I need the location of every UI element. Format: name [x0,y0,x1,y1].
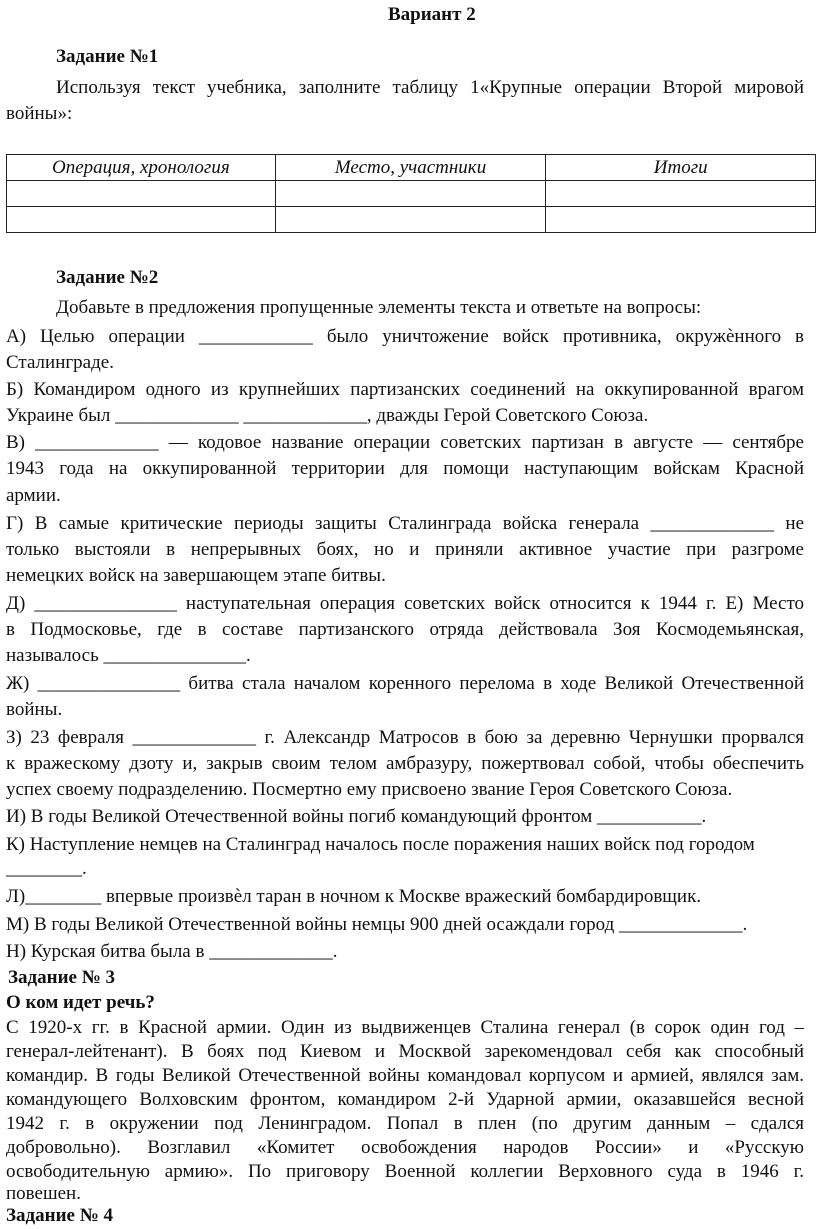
task2-line: И) В годы Великой Отечественной войны погиб командующий фронтом ___________. [6,806,707,827]
task2-line: немецких войск на завершающем этапе битвы. [6,565,386,586]
task2-line: 1943 года на оккупированной территории для помощи наступающим войскам Красной [6,458,804,479]
table-cell[interactable] [7,207,276,233]
task4-title: Задание № 4 [6,1205,114,1226]
task2-line: М) В годы Великой Отечественной войны немцы 900 дней осаждали город _____________. [6,914,748,935]
task2-line: войны. [6,699,63,720]
task2-line: Д) _______________ наступательная операция советских войск относится к 1944 г. Е) Место [6,593,804,614]
task2-line: Ж) _______________ битва стала началом коренного перелома в ходе Великой Отечественной [6,673,804,694]
task3-line: С 1920-х гг. в Красной армии. Один из выдвиженцев Сталина генерал (в сорок один год – [6,1017,804,1038]
task3-line: генерал-лейтенант). В боях под Киевом и Москвой зарекомендовал себя как способный [6,1041,804,1062]
task2-title: Задание №2 [56,267,159,288]
task2-intro: Добавьте в предложения пропущенные элементы текста и ответьте на вопросы: [56,297,702,318]
task3-line: освободительную армию». По приговору Военной коллегии Верховного суда в 1946 г. [6,1161,804,1182]
task2-line: К) Наступление немцев на Сталинград началось после поражения наших войск под городом [6,834,755,855]
task2-line: ________. [6,858,87,879]
table-cell[interactable] [7,181,276,207]
task2-line: к вражескому дзоту и, закрыв своим телом амбразуру, пожертвовал собой, чтобы обеспечить [6,753,804,774]
task2-line: Украине был _____________ _____________, дважды Герой Советского Союза. [6,405,649,426]
table-header-operation: Операция, хронология [7,155,276,181]
task3-line: повешен. [6,1183,81,1204]
task2-line: в Подмосковье, где в составе партизанского отряда действовала Зоя Космодемьянская, [6,619,804,640]
table-cell[interactable] [546,207,816,233]
table-header-results: Итоги [546,155,816,181]
task2-line: называлось _______________. [6,645,251,666]
task2-line: Сталинграде. [6,352,114,373]
table-cell[interactable] [275,207,546,233]
task2-line: З) 23 февраля _____________ г. Александр Матросов в бою за деревню Чернушки прорвался [6,727,804,748]
variant-title: Вариант 2 [388,4,476,25]
task2-line: только выстояли в непрерывных боях, но и приняли активное участие при разгроме [6,539,804,560]
table-header-row [7,155,816,181]
task2-line: А) Целью операции ____________ было уничтожение войск противника, окружѐнного в [6,326,804,347]
table-row [7,181,816,207]
table-header-place: Место, участники [275,155,546,181]
task2-line: Б) Командиром одного из крупнейших партизанских соединений на оккупированной врагом [6,379,804,400]
table-cell[interactable] [275,181,546,207]
task2-line: Г) В самые критические периоды защиты Сталинграда войска генерала _____________ не [6,513,804,534]
task2-line: армии. [6,485,61,506]
task1-title: Задание №1 [56,46,159,67]
operations-table [6,154,816,233]
task1-text-line1: Используя текст учебника, заполните таблицу 1«Крупные операции Второй мировой [56,77,804,98]
task3-line: добровольно). Возглавил «Комитет освобождения народов России» и «Русскую [6,1137,804,1158]
task3-question: О ком идет речь? [6,992,155,1013]
task2-line: успех своему подразделению. Посмертно ему присвоено звание Героя Советского Союза. [6,779,733,800]
table-row [7,207,816,233]
task3-line: 1942 г. в окружении под Ленинградом. Попал в плен (по другим данным – сдался [6,1113,804,1134]
table-cell[interactable] [546,181,816,207]
task3-title: Задание № 3 [8,967,116,988]
task3-line: командир. В годы Великой Отечественной войны командовал корпусом и армией, являлся зам. [6,1065,804,1086]
task2-line: Н) Курская битва была в _____________. [6,941,338,962]
task2-line: В) _____________ — кодовое название операции советских партизан в августе — сентябре [6,432,804,453]
task2-line: Л)________ впервые произвѐл таран в ночном к Москве вражеский бомбардировщик. [6,886,702,907]
task1-text-line2: войны»: [6,103,73,124]
task3-line: командующего Волховским фронтом, командиром 2-й Ударной армии, оказавшейся весной [6,1089,804,1110]
